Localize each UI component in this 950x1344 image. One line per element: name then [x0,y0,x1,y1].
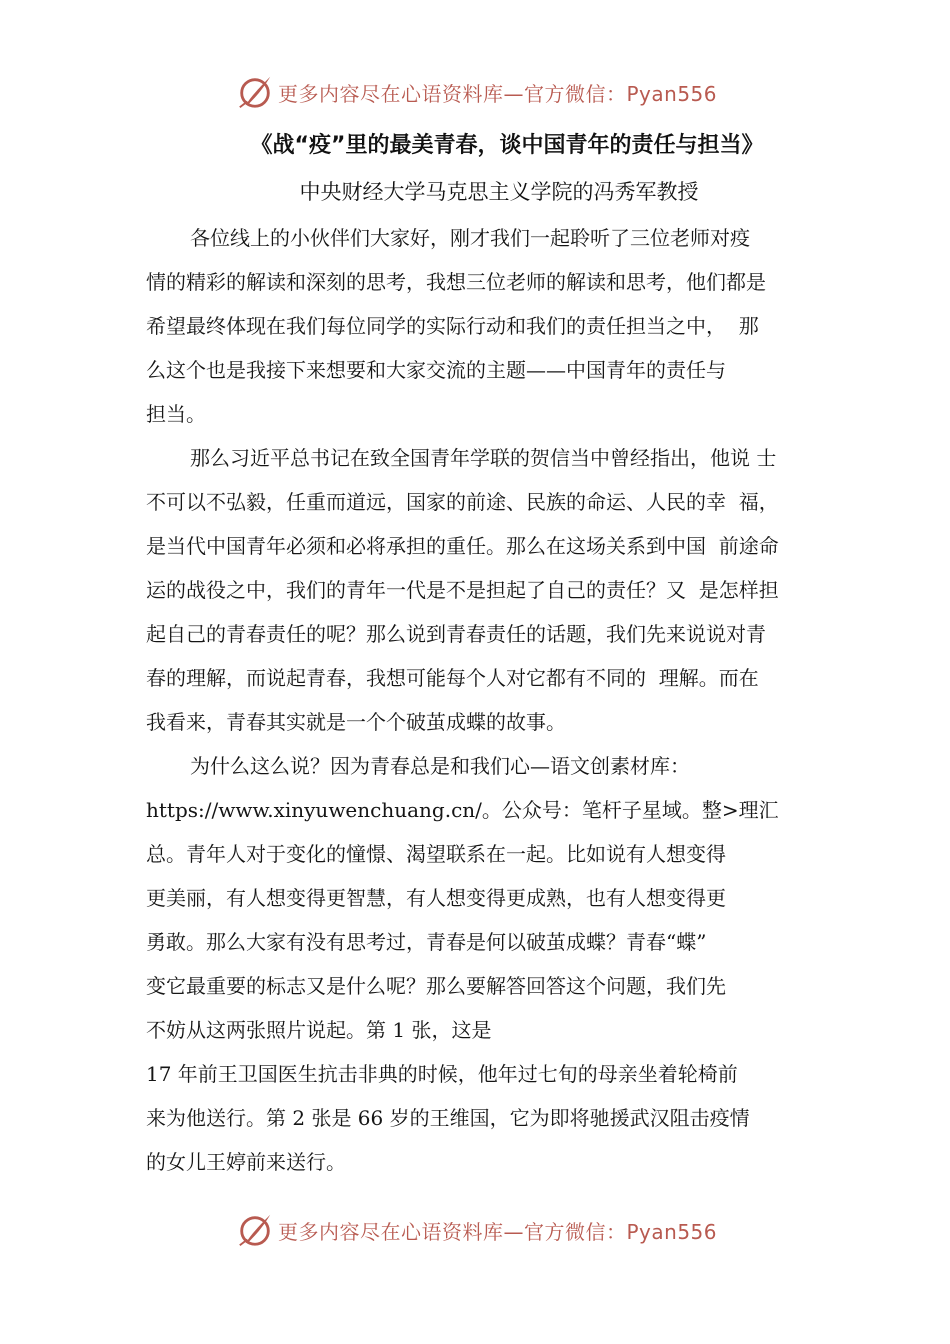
text-line: 总。青年人对于变化的憧憬、渴望联系在一起。比如说有人想变得 [146,842,726,866]
text-line: 希望最终体现在我们每位同学的实际行动和我们的责任担当之中， 那 [146,314,759,338]
text-line: 起自己的青春责任的呢？那么说到青春责任的话题，我们先来说说对青 [146,622,766,646]
text-line: 变它最重要的标志又是什么呢？那么要解答回答这个问题，我们先 [146,974,726,998]
text-line: 是当代中国青年必须和必将承担的重任。那么在这场关系到中国 前途命 [146,534,779,558]
quill-logo-icon [236,1211,274,1249]
text-line: 来为他送行。第 2 张是 66 岁的王维国，它为即将驰援武汉阻击疫情 [146,1106,750,1130]
document-author: 中央财经大学马克思主义学院的冯秀军教授 [299,180,699,204]
text-line: 勇敢。那么大家有没有思考过，青春是何以破茧成蝶？青春“蝶” [146,930,707,954]
watermark-text: 更多内容尽在心语资料库—官方微信：Pyan556 [278,81,718,106]
header-watermark [236,72,736,112]
text-line: 不妨从这两张照片说起。第 1 张，这是 [146,1018,492,1042]
text-line: 运的战役之中，我们的青年一代是不是担起了自己的责任？又 是怎样担 [146,578,779,602]
text-line: 更美丽，有人想变得更智慧，有人想变得更成熟，也有人想变得更 [146,886,726,910]
text-line: 担当。 [146,402,206,426]
text-line: 不可以不弘毅，任重而道远，国家的前途、民族的命运、人民的幸 福， [146,490,779,514]
text-line: 我看来，青春其实就是一个个破茧成蝶的故事。 [146,710,566,734]
text-line: 情的精彩的解读和深刻的思考，我想三位老师的解读和思考，他们都是 [146,270,766,294]
footer-watermark [236,1210,736,1250]
watermark-text: 更多内容尽在心语资料库—官方微信：Pyan556 [278,1219,718,1244]
text-line: 为什么这么说？因为青春总是和我们心—语文创素材库： [190,754,690,778]
text-line: https://www.xinyuwenchuang.cn/。公众号：笔杆子星域。整>理汇 [146,798,779,822]
quill-logo-icon [236,73,274,111]
text-line: 各位线上的小伙伴们大家好，刚才我们一起聆听了三位老师对疫 [190,226,750,250]
text-line: 那么习近平总书记在致全国青年学联的贺信当中曾经指出，他说 士 [190,446,777,470]
text-line: 春的理解，而说起青春，我想可能每个人对它都有不同的 理解。而在 [146,666,759,690]
text-line: 么这个也是我接下来想要和大家交流的主题——中国青年的责任与 [146,358,726,382]
document-body [146,216,812,1184]
text-line: 的女儿王婷前来送行。 [146,1150,346,1174]
text-line: 17 年前王卫国医生抗击非典的时候，他年过七旬的母亲坐着轮椅前 [146,1062,738,1086]
document-title: 《战“疫”里的最美青春，谈中国青年的责任与担当》 [250,133,764,158]
